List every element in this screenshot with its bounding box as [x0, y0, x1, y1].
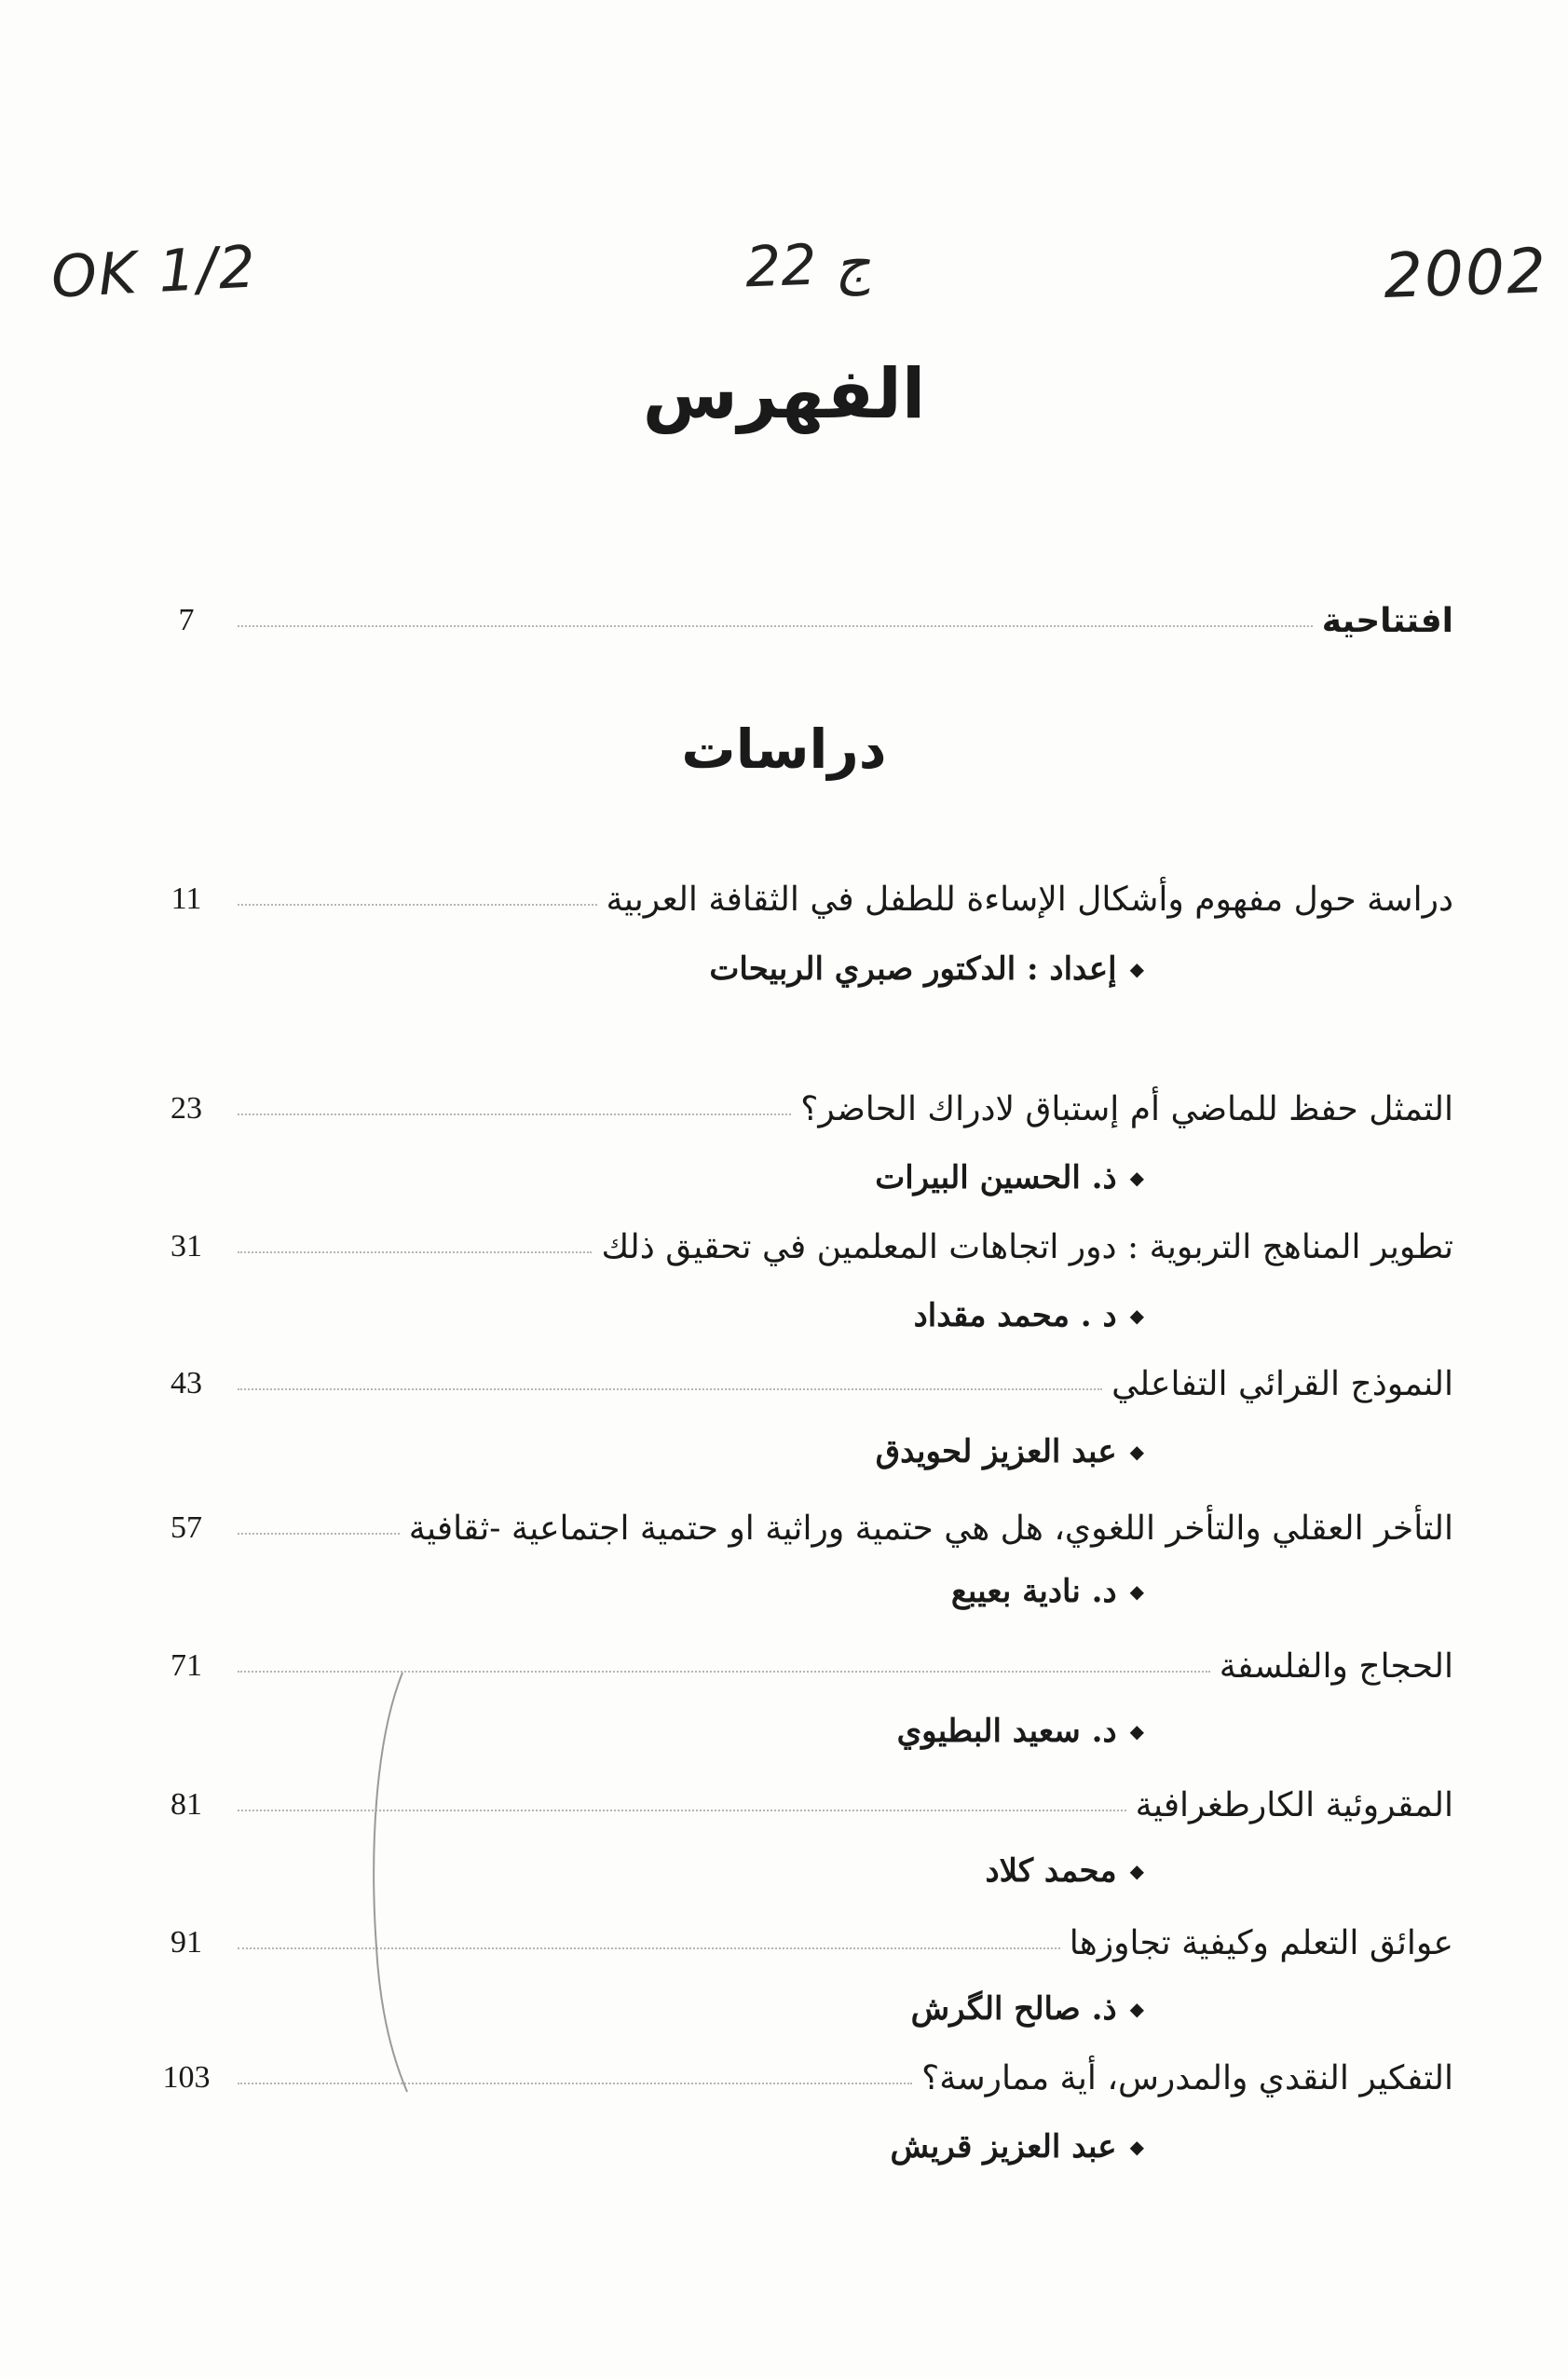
toc-entry-title: النموذج القرائي التفاعلي — [1111, 1364, 1453, 1403]
toc-entry-author — [951, 1565, 1144, 1618]
author-name: عبد العزيز قريش — [890, 2128, 1117, 2165]
diamond-bullet-icon: ◆ — [1129, 1720, 1144, 1742]
author-name: ذ. الحسين البيرات — [875, 1159, 1117, 1196]
toc-entry — [154, 1777, 1453, 1833]
dot-leader — [238, 1251, 592, 1253]
page-title: الفهرس — [642, 354, 926, 434]
toc-entry — [154, 1219, 1453, 1275]
toc-entry-title: الحجاج والفلسفة — [1219, 1646, 1453, 1686]
author-name: د . محمد مقداد — [913, 1297, 1117, 1334]
author-name: محمد كلاد — [985, 1852, 1117, 1890]
dot-leader — [238, 1388, 1102, 1390]
handwritten-note-right: 2002 — [1382, 234, 1549, 313]
author-name: إعداد : الدكتور صبري الربيحات — [709, 950, 1117, 988]
toc-entry-title: افتتاحية — [1321, 601, 1453, 640]
diamond-bullet-icon: ◆ — [1129, 1860, 1144, 1882]
dot-leader — [238, 2083, 912, 2084]
diamond-bullet-icon: ◆ — [1129, 1998, 1144, 2020]
section-title: دراسات — [681, 717, 887, 781]
dot-leader — [238, 1947, 1060, 1949]
toc-entry — [154, 1500, 1453, 1556]
author-name: عبد العزيز لحويدق — [875, 1433, 1117, 1470]
toc-entry-author — [914, 1290, 1144, 1342]
toc-entry-author — [891, 2121, 1144, 2173]
toc-entry-author — [985, 1845, 1144, 1897]
toc-entry — [154, 1638, 1453, 1694]
toc-entry — [154, 1915, 1453, 1971]
toc-entry-author — [876, 1426, 1144, 1478]
toc-page-number: 57 — [170, 1510, 202, 1545]
diamond-bullet-icon: ◆ — [1129, 1305, 1144, 1327]
author-name: د. سعيد البطيوي — [896, 1713, 1117, 1750]
toc-page-number: 43 — [170, 1366, 202, 1400]
handwritten-note-left: OK 1/2 — [49, 232, 259, 311]
diamond-bullet-icon: ◆ — [1129, 958, 1144, 980]
toc-entry-title: التمثل حفظ للماضي أم إستباق لادراك الحاضر؟ — [800, 1089, 1453, 1128]
author-name: د. نادية بعيبع — [950, 1573, 1117, 1610]
toc-entry-title: التفكير النقدي والمدرس، أية ممارسة؟ — [921, 2058, 1453, 2097]
toc-entry-title: التأخر العقلي والتأخر اللغوي، هل هي حتمية وراثية او حتمية اجتماعية -ثقافية — [408, 1509, 1453, 1548]
toc-entry-author — [709, 943, 1144, 995]
toc-entry — [154, 1356, 1453, 1412]
toc-entry-author — [875, 1152, 1144, 1204]
pencil-mark — [365, 1668, 421, 2097]
diamond-bullet-icon: ◆ — [1129, 1580, 1144, 1603]
handwritten-note-center: 22 ج — [743, 230, 872, 301]
author-name: ذ. صالح الگرش — [910, 1990, 1117, 2028]
toc-entry-title: دراسة حول مفهوم وأشكال الإساءة للطفل في الثقافة العربية — [606, 880, 1453, 919]
dot-leader — [238, 625, 1313, 627]
toc-page-number: 91 — [170, 1925, 202, 1960]
diamond-bullet-icon: ◆ — [1129, 2136, 1144, 2158]
toc-page-number: 103 — [162, 2060, 211, 2095]
toc-page-number: 23 — [170, 1091, 202, 1126]
toc-page-number: 81 — [170, 1787, 202, 1822]
toc-entry — [154, 871, 1453, 927]
diamond-bullet-icon: ◆ — [1129, 1441, 1144, 1463]
toc-page-number: 11 — [170, 881, 202, 916]
dot-leader — [238, 1533, 400, 1535]
toc-entry-title: المقروئية الكارطغرافية — [1135, 1785, 1453, 1824]
toc-entry-title: تطوير المناهج التربوية : دور اتجاهات المعلمين في تحقيق ذلك — [601, 1227, 1453, 1266]
toc-page-number: 31 — [170, 1229, 202, 1264]
dot-leader — [238, 1113, 791, 1115]
toc-entry-author — [911, 1983, 1144, 2035]
toc-entry-title: عوائق التعلم وكيفية تجاوزها — [1069, 1923, 1453, 1962]
toc-entry-opening — [154, 593, 1453, 649]
dot-leader — [238, 904, 597, 906]
toc-entry — [154, 1081, 1453, 1137]
toc-page-number: 71 — [170, 1648, 202, 1683]
toc-entry-author — [897, 1705, 1144, 1757]
toc-page-number: 7 — [178, 603, 195, 637]
diamond-bullet-icon: ◆ — [1129, 1167, 1144, 1189]
toc-entry — [154, 2050, 1453, 2106]
